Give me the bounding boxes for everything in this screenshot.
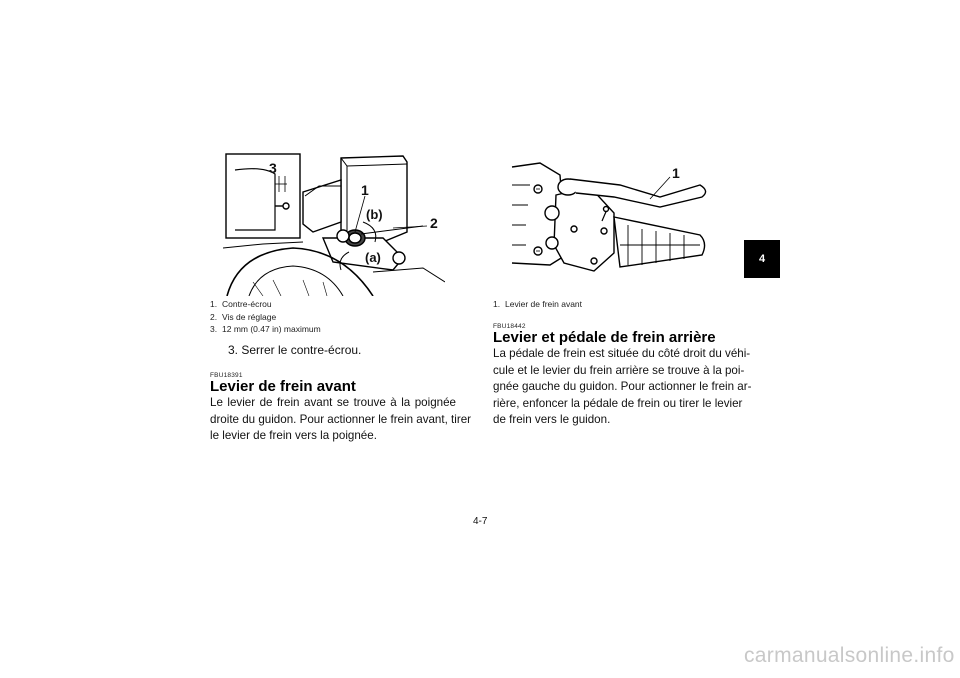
page-number: 4-7 <box>473 516 488 527</box>
callout-3: 3 <box>269 160 277 176</box>
section-heading: Levier de frein avant <box>210 378 356 395</box>
callout-1: 1 <box>361 182 369 198</box>
section-code: FBU18391 <box>210 372 243 379</box>
chapter-tab: 4 <box>744 240 780 278</box>
legend-item: 1. Levier de frein avant <box>493 299 583 309</box>
watermark: carmanualsonline.info <box>744 644 955 667</box>
callout-1: 1 <box>672 165 680 181</box>
section-heading: Levier et pédale de frein arrière <box>493 329 716 346</box>
step-3-text: 3. Serrer le contre-écrou. <box>228 343 362 357</box>
front-brake-lever-illustration <box>510 155 710 290</box>
legend-item: 2. Vis de réglage <box>210 311 277 322</box>
section-paragraph: Le levier de frein avant se trouve à la poignée droite du guidon. Pour actionner le frein avant, tirer le levier de frein vers la poignée. <box>210 396 472 442</box>
legend-item: 3. 12 mm (0.47 in) maximum <box>210 324 321 334</box>
left-figure-legend <box>210 298 321 336</box>
front-brake-adjustment-illustration <box>223 152 445 296</box>
right-figure-legend <box>493 298 582 311</box>
callout-b: (b) <box>366 207 383 222</box>
legend-item: 1. Contre-écrou <box>210 299 272 309</box>
section-paragraph: La pédale de frein est située du côté droit du véhi- cule et le levier du frein arrière se trouve à la poi- gnée gauche du guidon. Pour actionner le frein ar- rière, enfoncer la pédale de frein ou tirer le levier de frein vers le guidon. <box>493 347 752 426</box>
callout-2: 2 <box>430 215 438 231</box>
callout-a: (a) <box>365 250 381 265</box>
section-code: FBU18442 <box>493 323 526 330</box>
